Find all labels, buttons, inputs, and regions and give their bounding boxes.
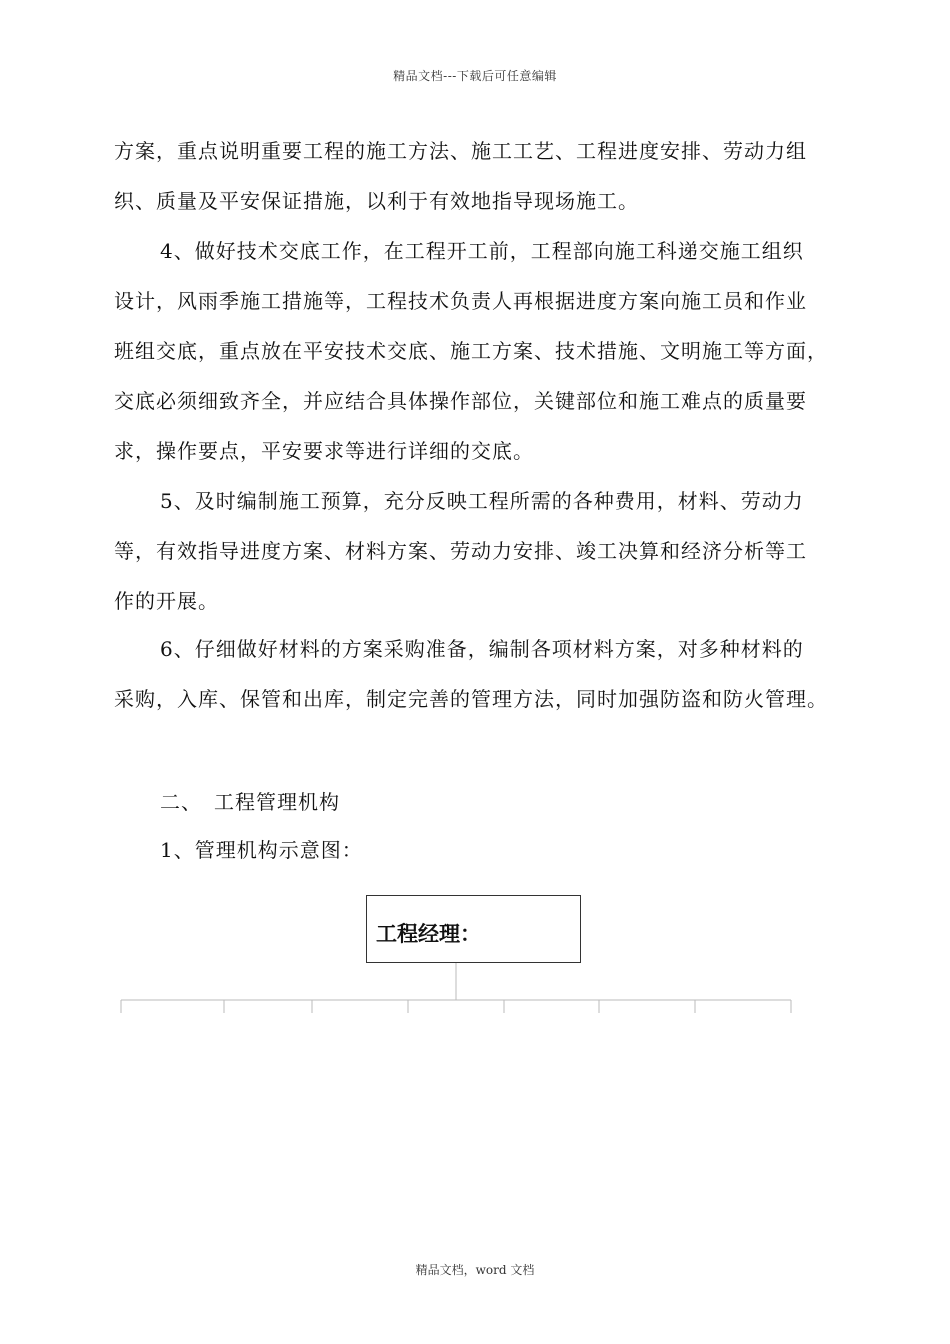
paragraph-line: 班组交底，重点放在平安技术交底、施工方案、技术措施、文明施工等方面， [114,339,828,363]
paragraph-line: 4、做好技术交底工作，在工程开工前，工程部向施工科递交施工组织 [160,239,804,263]
paragraph-line: 设计，风雨季施工措施等，工程技术负责人再根据进度方案向施工员和作业 [114,289,807,313]
paragraph-line: 等，有效指导进度方案、材料方案、劳动力安排、竣工决算和经济分析等工 [114,539,807,563]
org-root-label: 工程经理： [376,922,481,946]
paragraph-line: 采购，入库、保管和出库，制定完善的管理方法，同时加强防盗和防火管理。 [114,687,828,711]
paragraph-line: 求，操作要点，平安要求等进行详细的交底。 [114,439,534,463]
section-title: 工程管理机构 [214,790,340,814]
section-number: 二、 [160,790,202,814]
subsection-heading: 1、管理机构示意图： [160,838,363,862]
paragraph-line: 5、及时编制施工预算，充分反映工程所需的各种费用，材料、劳动力 [160,489,804,513]
paragraph-line: 方案，重点说明重要工程的施工方法、施工工艺、工程进度安排、劳动力组 [114,139,807,163]
page-footer: 精品文档，word 文档 [415,1263,535,1277]
paragraph-line: 交底必须细致齐全，并应结合具体操作部位，关键部位和施工难点的质量要 [114,389,807,413]
paragraph-line: 作的开展。 [114,589,219,613]
paragraph-line: 织、质量及平安保证措施，以利于有效地指导现场施工。 [114,189,639,213]
page-header: 精品文档---下载后可任意编辑 [393,69,557,83]
paragraph-line: 6、仔细做好材料的方案采购准备，编制各项材料方案，对多种材料的 [160,637,804,661]
org-root-box [366,895,581,963]
